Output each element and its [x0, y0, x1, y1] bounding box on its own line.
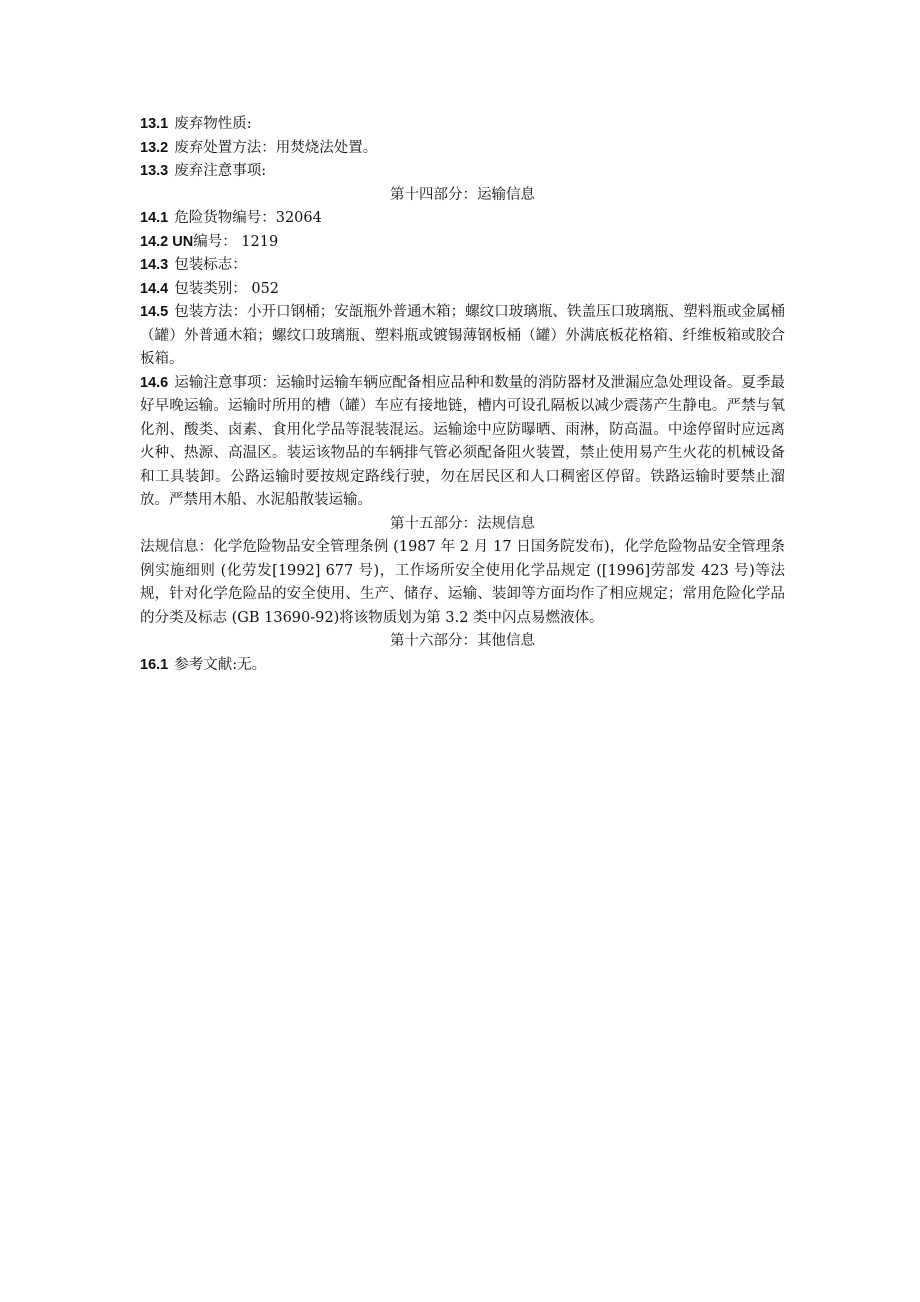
- item-number: 14.6: [140, 374, 169, 391]
- item-13-1: [140, 113, 785, 137]
- section-14-heading: 第十四部分：运输信息: [390, 186, 535, 203]
- item-text: 包装方法：小开口钢桶；安瓿瓶外普通木箱；螺纹口玻璃瓶、铁盖压口玻璃瓶、塑料瓶或金属桶（罐）外普通木箱；螺纹口玻璃瓶、塑料瓶或镀锡薄钢板桶（罐）外满底板花格箱、纤维板箱或胶合板箱。: [140, 304, 785, 367]
- item-text: 废弃注意事项:: [174, 163, 267, 179]
- item-text: 包装类别： 052: [174, 280, 280, 297]
- item-text: 参考文献:无。: [174, 656, 267, 673]
- item-number: 14.2 UN: [140, 233, 194, 250]
- item-number: 13.2: [140, 139, 169, 156]
- item-number: 14.5: [140, 304, 169, 320]
- item-text: 废弃处置方法：用焚烧法处置。: [174, 139, 378, 156]
- item-14-5: [140, 301, 785, 372]
- item-number: 14.1: [140, 210, 169, 226]
- item-number: 14.3: [140, 257, 169, 273]
- item-number: 16.1: [140, 656, 169, 673]
- section-15-heading: 第十五部分：法规信息: [390, 515, 535, 532]
- section-16-heading: 第十六部分：其他信息: [390, 633, 535, 649]
- item-14-6: [140, 372, 785, 513]
- item-14-4: [140, 278, 785, 302]
- item-text: 包装标志：: [174, 257, 247, 273]
- item-14-3: [140, 254, 785, 278]
- item-16-1: [140, 654, 785, 678]
- item-text: 危险货物编号：32064: [174, 210, 322, 226]
- item-14-1: [140, 207, 785, 231]
- item-13-2: [140, 137, 785, 161]
- item-number: 13.3: [140, 163, 169, 179]
- item-text: 运输注意事项：运输时运输车辆应配备相应品种和数量的消防器材及泄漏应急处理设备。夏季最好早晚运输。运输时所用的槽（罐）车应有接地链，槽内可设孔隔板以减少震荡产生静电。严禁与氧化剂、酸类、卤素、食用化学品等混装混运。运输途中应防曝晒、雨淋，防高温。中途停留时应远离火种、热源、高温区。装运该物品的车辆排气管必须配备阻火装置，禁止使用易产生火花的机械设备和工具装卸。公路运输时要按规定路线行驶，勿在居民区和人口稠密区停留。铁路运输时要禁止溜放。严禁用木船、水泥船散装运输。: [140, 374, 785, 508]
- item-text: 废弃物性质:: [174, 116, 252, 132]
- item-13-3: [140, 160, 785, 184]
- item-number: 13.1: [140, 116, 169, 132]
- regulations-paragraph: 法规信息：化学危险物品安全管理条例 (1987 年 2 月 17 日国务院发布)，化学危险物品安全管理条例实施细则 (化劳发[1992] 677 号)，工作场所安全使用化学品规定 ([1996]劳部发 423 号)等法规，针对化学危险品的安全使用、生产、储存、运输、装卸等方面均作了相应规定；常用危险化学品的分类及标志 (GB 13690-92)将该物质划为第 3.2 类中闪点易燃液体。: [140, 539, 785, 626]
- item-text: 编号： 1219: [193, 233, 279, 250]
- item-14-2: [140, 231, 785, 255]
- item-number: 14.4: [140, 280, 169, 297]
- document-page: [140, 113, 785, 677]
